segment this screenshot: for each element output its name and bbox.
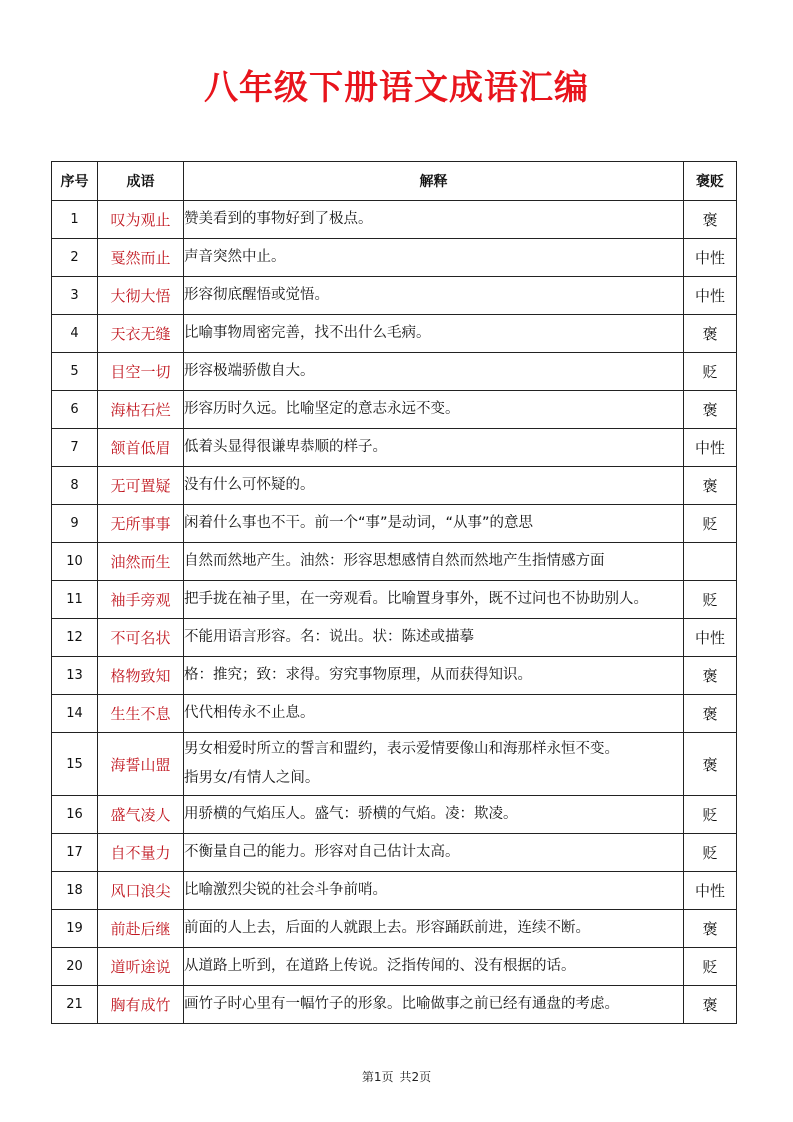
sentiment-cell: 贬 xyxy=(684,353,737,391)
table-row xyxy=(52,581,737,619)
explanation-line: 形容历时久远。比喻坚定的意志永远不变。 xyxy=(184,401,460,417)
table-row xyxy=(52,834,737,872)
idiom-cell: 袖手旁观 xyxy=(98,581,184,619)
explanation-cell xyxy=(184,948,684,986)
idiom-table xyxy=(51,161,737,1024)
sentiment-cell: 贬 xyxy=(684,796,737,834)
sentiment-cell: 中性 xyxy=(684,872,737,910)
header-explanation: 解释 xyxy=(184,162,684,201)
table-header-row xyxy=(52,162,737,201)
idiom-cell: 道听途说 xyxy=(98,948,184,986)
explanation-line: 画竹子时心里有一幅竹子的形象。比喻做事之前已经有通盘的考虑。 xyxy=(184,996,619,1012)
explanation-line: 赞美看到的事物好到了极点。 xyxy=(184,211,373,227)
explanation-line: 把手拢在袖子里，在一旁观看。比喻置身事外，既不过问也不协助别人。 xyxy=(184,591,648,607)
idiom-cell: 颔首低眉 xyxy=(98,429,184,467)
table-row xyxy=(52,695,737,733)
table-row xyxy=(52,315,737,353)
explanation-cell xyxy=(184,834,684,872)
row-number: 14 xyxy=(52,695,98,733)
header-idiom: 成语 xyxy=(98,162,184,201)
row-number: 21 xyxy=(52,986,98,1024)
sentiment-cell: 褒 xyxy=(684,695,737,733)
idiom-cell: 格物致知 xyxy=(98,657,184,695)
table-row xyxy=(52,505,737,543)
explanation-cell xyxy=(184,467,684,505)
explanation-line: 用骄横的气焰压人。盛气：骄横的气焰。凌：欺凌。 xyxy=(184,806,518,822)
table-row xyxy=(52,543,737,581)
row-number: 13 xyxy=(52,657,98,695)
page-total: 共2页 xyxy=(399,1070,432,1084)
row-number: 4 xyxy=(52,315,98,353)
explanation-line: 从道路上听到，在道路上传说。泛指传闻的、没有根据的话。 xyxy=(184,958,576,974)
table-body xyxy=(52,201,737,1024)
row-number: 6 xyxy=(52,391,98,429)
idiom-cell: 无可置疑 xyxy=(98,467,184,505)
explanation-cell xyxy=(184,315,684,353)
row-number: 8 xyxy=(52,467,98,505)
table-row xyxy=(52,201,737,239)
explanation-line: 形容极端骄傲自大。 xyxy=(184,363,315,379)
row-number: 18 xyxy=(52,872,98,910)
explanation-line: 比喻激烈尖锐的社会斗争前哨。 xyxy=(184,882,387,898)
table-row xyxy=(52,872,737,910)
idiom-cell: 叹为观止 xyxy=(98,201,184,239)
idiom-cell: 不可名状 xyxy=(98,619,184,657)
explanation-line: 指男女/有情人之间。 xyxy=(184,770,320,786)
explanation-cell xyxy=(184,239,684,277)
sentiment-cell: 褒 xyxy=(684,315,737,353)
table-row xyxy=(52,619,737,657)
explanation-line: 前面的人上去，后面的人就跟上去。形容踊跃前进，连续不断。 xyxy=(184,920,590,936)
idiom-cell: 目空一切 xyxy=(98,353,184,391)
explanation-cell xyxy=(184,872,684,910)
idiom-cell: 无所事事 xyxy=(98,505,184,543)
explanation-cell xyxy=(184,201,684,239)
explanation-cell xyxy=(184,581,684,619)
explanation-line: 形容彻底醒悟或觉悟。 xyxy=(184,287,329,303)
sentiment-cell: 褒 xyxy=(684,733,737,796)
sentiment-cell: 中性 xyxy=(684,619,737,657)
table-row xyxy=(52,429,737,467)
table-row xyxy=(52,986,737,1024)
explanation-cell xyxy=(184,505,684,543)
page-number: 第1页 xyxy=(361,1070,394,1084)
sentiment-cell: 褒 xyxy=(684,391,737,429)
sentiment-cell: 中性 xyxy=(684,239,737,277)
explanation-line: 不衡量自己的能力。形容对自己估计太高。 xyxy=(184,844,460,860)
row-number: 2 xyxy=(52,239,98,277)
table-row xyxy=(52,467,737,505)
idiom-cell: 风口浪尖 xyxy=(98,872,184,910)
explanation-cell xyxy=(184,619,684,657)
sentiment-cell: 褒 xyxy=(684,657,737,695)
sentiment-cell: 褒 xyxy=(684,467,737,505)
explanation-cell xyxy=(184,429,684,467)
table-row xyxy=(52,733,737,796)
page-title: 八年级下册语文成语汇编 xyxy=(204,68,589,108)
sentiment-cell: 贬 xyxy=(684,581,737,619)
table-row xyxy=(52,657,737,695)
table-row xyxy=(52,796,737,834)
table-row xyxy=(52,391,737,429)
explanation-cell xyxy=(184,353,684,391)
row-number: 20 xyxy=(52,948,98,986)
sentiment-cell: 贬 xyxy=(684,505,737,543)
explanation-cell xyxy=(184,733,684,796)
explanation-cell xyxy=(184,910,684,948)
idiom-cell: 戛然而止 xyxy=(98,239,184,277)
row-number: 16 xyxy=(52,796,98,834)
explanation-cell xyxy=(184,277,684,315)
row-number: 15 xyxy=(52,733,98,796)
explanation-cell xyxy=(184,657,684,695)
explanation-cell xyxy=(184,391,684,429)
explanation-cell xyxy=(184,543,684,581)
explanation-line: 比喻事物周密完善，找不出什么毛病。 xyxy=(184,325,431,341)
row-number: 9 xyxy=(52,505,98,543)
page-footer xyxy=(0,1068,793,1085)
idiom-cell: 胸有成竹 xyxy=(98,986,184,1024)
sentiment-cell xyxy=(684,543,737,581)
idiom-cell: 大彻大悟 xyxy=(98,277,184,315)
sentiment-cell: 褒 xyxy=(684,910,737,948)
table-row xyxy=(52,910,737,948)
explanation-line: 没有什么可怀疑的。 xyxy=(184,477,315,493)
sentiment-cell: 中性 xyxy=(684,429,737,467)
row-number: 17 xyxy=(52,834,98,872)
row-number: 12 xyxy=(52,619,98,657)
idiom-cell: 海枯石烂 xyxy=(98,391,184,429)
sentiment-cell: 中性 xyxy=(684,277,737,315)
explanation-line: 低着头显得很谦卑恭顺的样子。 xyxy=(184,439,387,455)
row-number: 10 xyxy=(52,543,98,581)
explanation-cell xyxy=(184,695,684,733)
table-row xyxy=(52,277,737,315)
explanation-cell xyxy=(184,796,684,834)
table-row xyxy=(52,353,737,391)
table-row xyxy=(52,948,737,986)
sentiment-cell: 褒 xyxy=(684,201,737,239)
row-number: 11 xyxy=(52,581,98,619)
header-sentiment: 褒贬 xyxy=(684,162,737,201)
explanation-line: 男女相爱时所立的誓言和盟约，表示爱情要像山和海那样永恒不变。 xyxy=(184,741,619,757)
idiom-cell: 盛气凌人 xyxy=(98,796,184,834)
row-number: 5 xyxy=(52,353,98,391)
idiom-cell: 生生不息 xyxy=(98,695,184,733)
row-number: 19 xyxy=(52,910,98,948)
idiom-cell: 油然而生 xyxy=(98,543,184,581)
explanation-line: 声音突然中止。 xyxy=(184,249,286,265)
sentiment-cell: 褒 xyxy=(684,986,737,1024)
explanation-cell xyxy=(184,986,684,1024)
sentiment-cell: 贬 xyxy=(684,948,737,986)
row-number: 3 xyxy=(52,277,98,315)
idiom-cell: 海誓山盟 xyxy=(98,733,184,796)
header-num: 序号 xyxy=(52,162,98,201)
row-number: 7 xyxy=(52,429,98,467)
idiom-cell: 自不量力 xyxy=(98,834,184,872)
explanation-line: 不能用语言形容。名：说出。状：陈述或描摹 xyxy=(184,629,474,645)
row-number: 1 xyxy=(52,201,98,239)
table-row xyxy=(52,239,737,277)
idiom-cell: 前赴后继 xyxy=(98,910,184,948)
explanation-line: 格：推究；致：求得。穷究事物原理，从而获得知识。 xyxy=(184,667,532,683)
explanation-line: 代代相传永不止息。 xyxy=(184,705,315,721)
sentiment-cell: 贬 xyxy=(684,834,737,872)
explanation-line: 闲着什么事也不干。前一个“事”是动词，“从事”的意思 xyxy=(184,515,534,531)
explanation-line: 自然而然地产生。油然：形容思想感情自然而然地产生指情感方面 xyxy=(184,553,605,569)
idiom-cell: 天衣无缝 xyxy=(98,315,184,353)
